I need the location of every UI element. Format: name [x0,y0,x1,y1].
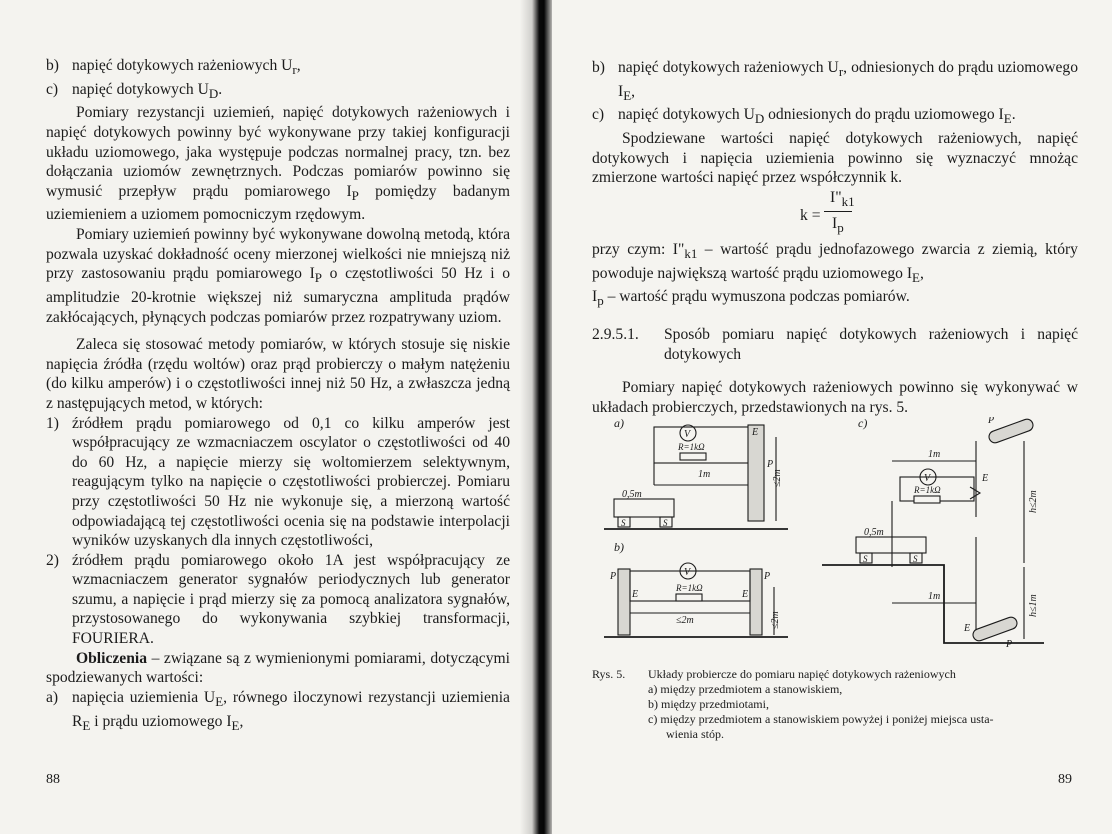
circuit-diagrams [592,417,1078,667]
ground-line [822,565,1044,643]
upper-electrode [987,418,1034,445]
svg-text:S: S [621,518,626,529]
resistor-b [676,594,702,601]
calculations-paragraph: Obliczenia – związane są z wymienionymi pomiarami, dotyczącymi spodziewanych wartości: [46,649,510,687]
svg-text:0,5m: 0,5m [622,489,642,501]
svg-text:P: P [767,459,774,471]
list-item-b: b) napięć dotykowych rażeniowych $U_r$, odniesionych do prądu uziomowego $I_E$, [592,59,1078,103]
svg-text:E: E [742,589,749,601]
svg-text:E: E [632,589,639,601]
svg-text:≤2m: ≤2m [676,615,694,627]
switch-c [970,487,980,499]
svg-text:R=1kΩ: R=1kΩ [676,583,703,594]
list-item-1: 1) źródłem prądu pomiarowego od 0,1 co kilku amperów jest współpracujący ze wzmacniaczem oscylator o częstotliwości od 40 do 60 Hz, a napięcie mierzy się woltomierzem selektywnym, reagującym tylko na napięcie o częstotliwości probierczej. Pomiaru przy częstotliwości 50 Hz nie wykonuje się, a mierzoną wartość odpowiadającą tej częstotliwości ocenia się na podstawie interpolacji wyników uzyskanych dla innych częstotliwości, [46,414,510,550]
svg-text:R=1kΩ: R=1kΩ [914,485,941,496]
fraction-bar [824,211,852,212]
page-number-right: 89 [1058,772,1072,787]
svg-text:E: E [752,427,759,439]
diagram-b [604,540,788,637]
list-item-a: a) napięcia uziemienia $U_E$, równego iloczynowi rezystancji uziemienia $R_E$ i prądu uziomowego $I_E$, [46,688,510,733]
svg-text:h≤1m: h≤1m [1028,594,1039,618]
svg-text:≤2m: ≤2m [772,469,783,488]
left-page-text [46,56,510,735]
svg-text:≤2m: ≤2m [770,611,781,630]
svg-text:h≤2m: h≤2m [1028,490,1039,514]
svg-text:P: P [988,417,995,427]
figure-5 [592,417,1078,667]
platform-a [614,499,674,517]
diagram-c-label: c) [858,417,868,431]
section-heading: 2.9.5.1. Sposób pomiaru napięć dotykowych rażeniowych i napięć dotykowych [592,326,1078,363]
svg-text:0,5m: 0,5m [864,527,884,539]
electrode-post-b-right [750,569,762,635]
left-page [0,0,535,834]
svg-text:1m: 1m [928,449,941,461]
resistor-a [680,453,706,460]
paragraph-3: Zaleca się stosować metody pomiarów, w których stosuje się niskie napięcia źródła (rzędu woltów) oraz prąd probierczy o małym natężeniu (do kilku amperów) i o częstotliwości innej niż 50 Hz, a zwłaszcza jedną z następujących metod, w których: [46,336,510,412]
svg-text:P: P [610,571,617,583]
svg-text:P: P [764,571,771,583]
diagram-a-label: a) [614,417,624,431]
platform-c [856,537,926,553]
paragraph-2: Pomiary napięć dotykowych rażeniowych powinno się wykonywać w układach probierczych, przedstawionych na rys. 5. [592,379,1078,416]
where-clause-2: $I_p$ – wartość prądu wymuszona podczas pomiarów. [592,288,910,309]
formula-k [592,188,1078,240]
svg-text:V: V [684,567,691,579]
right-page [552,0,1112,834]
paragraph-1: Spodziewane wartości napięć dotykowych rażeniowych, napięć dotykowych i napięcia uziemienia powinno się wyznaczyć mnożąc zmierzone wartości napięć przez współczynnik k. [592,130,1078,187]
list-item-2: 2) źródłem prądu pomiarowego około 1A jest współpracujący ze wzmacniaczem generator sygnałów periodycznych lub generator szumu, a napięcie i prąd mierzy się za pomocą analizatora sygnałów, przystosowanego do wykonywania szybkiej transformacji, FOURIERA. [46,551,510,648]
paragraph-1: Pomiary rezystancji uziemień, napięć dotykowych rażeniowych i napięć dotykowych powinny być wykonywane przy takiej konfiguracji układu uziomowego, jaka występuje podczas normalnej pracy, tzn. bez dołączania uziomów zewnętrznych. Podczas pomiarów powinno się wymusić przepływ prądu pomiarowego $I_P$ pomiędzy badanym uziemieniem a uziomem pomocniczym rzędowym. [46,104,510,224]
svg-text:1m: 1m [928,591,941,603]
formula-denominator: $I_p$ [832,214,844,235]
resistor-c [914,496,940,503]
diagram-c [822,417,1044,650]
paragraph-2: Pomiary uziemień powinny być wykonywane dowolną metodą, która pozwala uzyskać dokładność oceny mierzonej wielkości nie mniejszą niż przy zastosowaniu prądu pomiarowego $I_P$ o częstotliwości 50 Hz i o amplitudzie 20-krotnie większej niż sumaryczna amplituda prądów zakłócających, płynących podczas pomiarów przez rozpatrywany uziom. [46,226,510,326]
list-item-c: c) napięć dotykowych $U_D$ odniesionych do prądu uziomowego $I_E$. [592,106,1016,127]
electrode-post-a [748,425,764,521]
electrode-post-b-left [618,569,630,635]
right-page-text [592,58,1078,742]
list-item-b: b) napięć dotykowych rażeniowych $U_r$, [46,57,301,78]
diagram-a [604,417,788,529]
svg-text:R=1kΩ: R=1kΩ [678,442,705,453]
svg-text:E: E [964,623,971,635]
svg-text:V: V [684,429,691,441]
svg-text:E: E [982,473,989,485]
svg-text:S: S [663,518,668,529]
list-item-c: c) napięć dotykowych $U_D$. [46,80,223,101]
diagram-b-label: b) [614,540,624,555]
svg-text:S: S [913,554,918,565]
page-number-left: 88 [46,772,60,787]
svg-text:P: P [1006,639,1013,651]
formula-lhs: k = [800,206,821,224]
svg-text:V: V [924,473,931,485]
figure-caption: Rys. 5. Układy probiercze do pomiaru napięć dotykowych rażeniowych a) między przedmiotem a stanowiskiem, b) między przedmiotami, c) między przedmiotem a stanowiskiem powyżej i poniżej miejsca usta- wienia stóp. [592,667,994,742]
calculations-heading: Obliczenia [76,649,148,667]
where-clause-1: przy czym: $I"_{k1}$ – wartość prądu jednofazowego zwarcia z ziemią, który powoduje największą wartość prądu uziomowego $I_E$, [592,240,1078,285]
formula-numerator: $I"_{k1}$ [830,188,855,209]
svg-text:S: S [863,554,868,565]
svg-text:1m: 1m [698,469,711,481]
